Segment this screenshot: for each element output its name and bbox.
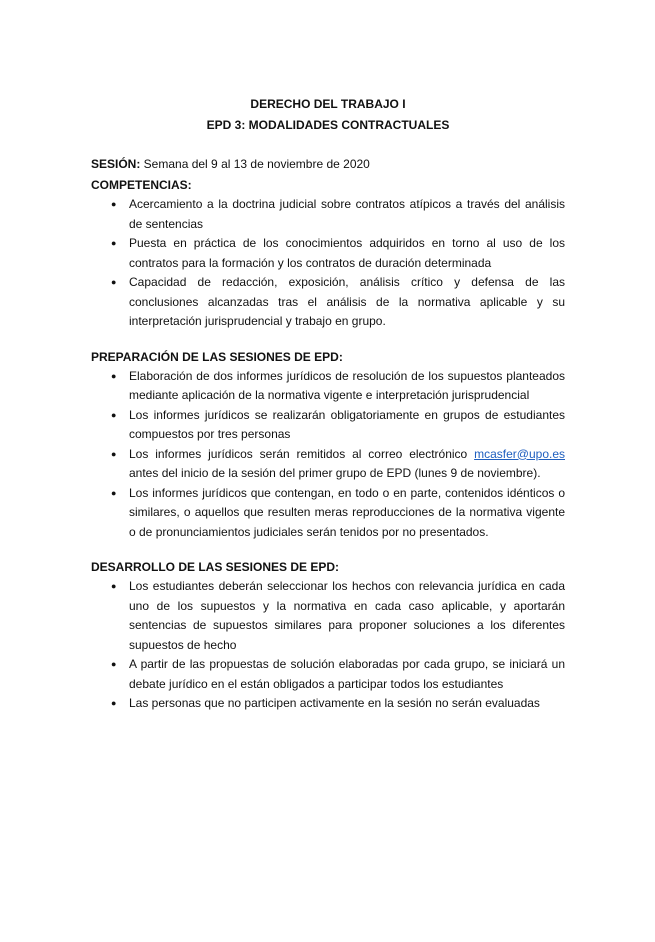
list-item	[91, 234, 565, 273]
list-item-text: Los informes jurídicos se realizarán obligatoriamente en grupos de estudiantes compuestos por tres personas	[129, 407, 565, 441]
bullet-icon: ●	[111, 238, 117, 248]
list-item-text: Los informes jurídicos que contengan, en todo o en parte, contenidos idénticos o similares, o aquellos que resulten meras reproducciones de la normativa vigente o de pronunciamientos judiciales serán tenidos por no presentados.	[129, 485, 565, 539]
list-item	[91, 406, 565, 445]
competencias-list	[91, 195, 565, 332]
email-link[interactable]: mcasfer@upo.es	[474, 446, 565, 461]
list-item-text: Capacidad de redacción, exposición, análisis crítico y defensa de las conclusiones alcanzadas tras el análisis de la normativa aplicable y su interpretación jurisprudencial y trabajo en grupo.	[129, 275, 565, 328]
bullet-icon: ●	[111, 409, 117, 420]
preparacion-heading: PREPARACIÓN DE LAS SESIONES DE EPD:	[91, 349, 343, 364]
session-line	[91, 154, 565, 174]
bullet-icon: ●	[111, 698, 117, 708]
list-item-text: Los informes jurídicos serán remitidos al correo electrónico	[129, 446, 475, 461]
list-item-text: Puesta en práctica de los conocimientos adquiridos en torno al uso de los contratos para la formación y los contratos de duración determinada	[129, 236, 565, 270]
list-item-text: Las personas que no participen activamente en la sesión no serán evaluadas	[129, 696, 540, 710]
document-title: DERECHO DEL TRABAJO I	[250, 97, 406, 111]
list-item	[91, 367, 565, 406]
list-item-text-continued: antes del inicio de la sesión del primer grupo de EPD (lunes 9 de noviembre).	[129, 466, 541, 480]
document-page	[0, 94, 655, 942]
bullet-icon: ●	[111, 487, 117, 498]
competencias-heading: COMPETENCIAS:	[91, 178, 192, 192]
list-item-text: A partir de las propuestas de solución elaboradas por cada grupo, se iniciará un debate jurídico en el están obligados a participar todos los estudiantes	[129, 657, 565, 691]
list-item-text: Elaboración de dos informes jurídicos de resolución de los supuestos planteados mediante aplicación de la normativa vigente e interpretación jurisprudencial	[129, 368, 565, 402]
document-subtitle: EPD 3: MODALIDADES CONTRACTUALES	[206, 118, 450, 132]
list-item	[91, 445, 565, 484]
bullet-icon: ●	[111, 581, 117, 591]
list-item	[91, 484, 565, 543]
bullet-icon: ●	[111, 448, 117, 459]
list-item	[91, 655, 565, 694]
list-item-text: Los estudiantes deberán seleccionar los hechos con relevancia jurídica en cada uno de los supuestos y la normativa en cada caso aplicable, y aportarán sentencias de supuestos similares para proponer soluciones a los diferentes supuestos de hecho	[129, 579, 565, 652]
bullet-icon: ●	[111, 659, 117, 669]
session-label: SESIÓN:	[91, 157, 141, 171]
bullet-icon: ●	[111, 370, 117, 381]
desarrollo-list	[91, 577, 565, 714]
list-item	[91, 694, 565, 714]
bullet-icon: ●	[111, 199, 117, 209]
session-text: Semana del 9 al 13 de noviembre de 2020	[140, 157, 370, 171]
bullet-icon: ●	[111, 277, 117, 287]
desarrollo-heading: DESARROLLO DE LAS SESIONES DE EPD:	[91, 560, 340, 574]
list-item	[91, 577, 565, 655]
preparacion-list	[91, 367, 565, 543]
list-item	[91, 195, 565, 234]
list-item-text: Acercamiento a la doctrina judicial sobre contratos atípicos a través del análisis de sentencias	[129, 197, 565, 231]
list-item	[91, 273, 565, 332]
